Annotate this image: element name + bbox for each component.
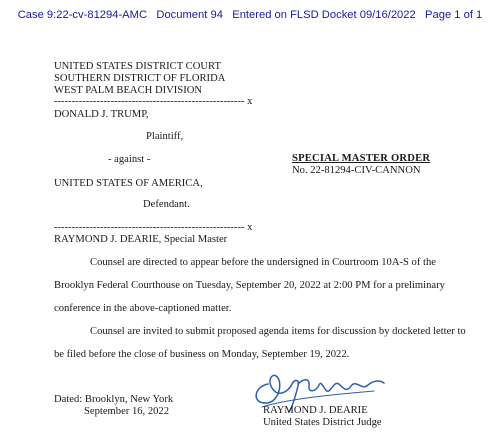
docket-entry-date: Entered on FLSD Docket 09/16/2022 [232, 9, 416, 21]
court-name: UNITED STATES DISTRICT COURT [54, 61, 221, 72]
court-division: WEST PALM BEACH DIVISION [54, 85, 203, 96]
plaintiff-role: Plaintiff, [146, 131, 184, 142]
order-title: SPECIAL MASTER ORDER [292, 153, 431, 164]
page-indicator: Page 1 of 1 [425, 9, 483, 21]
order-paragraph-2-line-2: be filed before the close of business on Monday, September 19, 2022. [54, 349, 350, 360]
order-paragraph-1-line-3: conference in the above-captioned matter. [54, 303, 232, 314]
caption-separator-bottom: ------------------------------------------------------ x [54, 222, 253, 233]
order-paragraph-1-line-2: Brooklyn Federal Courthouse on Tuesday, September 20, 2022 at 2:00 PM for a preliminary [54, 280, 445, 291]
defendant-role: Defendant. [143, 199, 190, 210]
order-paragraph-2-line-1: Counsel are invited to submit proposed agenda items for discussion by docketed letter to [90, 326, 466, 337]
judge-name: RAYMOND J. DEARIE [263, 405, 368, 416]
case-number: Case 9:22-cv-81294-AMC [17, 9, 148, 21]
dated-date: September 16, 2022 [84, 406, 170, 417]
caption-separator-top: ------------------------------------------------------ x [54, 96, 253, 107]
plaintiff-name: DONALD J. TRUMP, [54, 109, 149, 120]
document-number: Document 94 [156, 9, 223, 21]
special-master-line: RAYMOND J. DEARIE, Special Master [54, 234, 228, 245]
order-number: No. 22-81294-CIV-CANNON [292, 165, 421, 176]
defendant-name: UNITED STATES OF AMERICA, [54, 178, 203, 189]
versus-label: - against - [108, 154, 151, 165]
docket-header [0, 9, 500, 21]
judge-title: United States District Judge [263, 417, 382, 428]
order-paragraph-1-line-1: Counsel are directed to appear before the undersigned in Courtroom 10A-S of the [90, 257, 436, 268]
court-district: SOUTHERN DISTRICT OF FLORIDA [54, 73, 226, 84]
dated-location: Dated: Brooklyn, New York [54, 394, 174, 405]
